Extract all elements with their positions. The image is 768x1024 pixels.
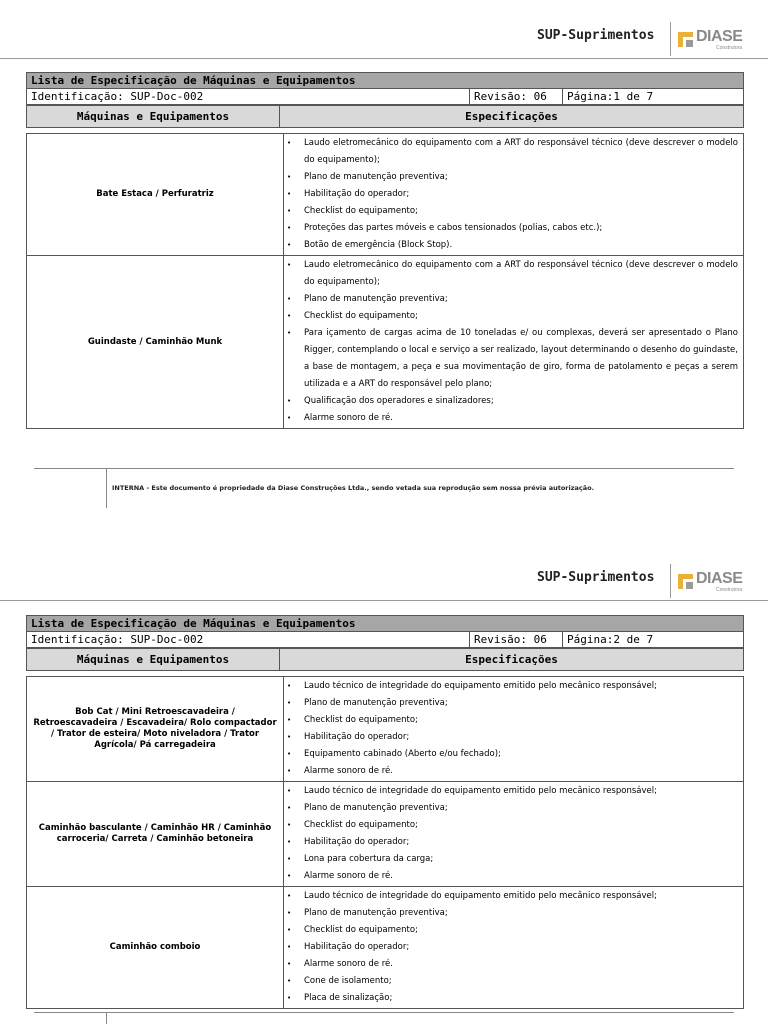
list-item: • Plano de manutenção preventiva; xyxy=(285,695,742,712)
list-item: • Plano de manutenção preventiva; xyxy=(285,905,742,922)
col-header-specs: Especificações xyxy=(280,106,744,128)
spec-cell xyxy=(284,677,744,782)
list-item: • Laudo técnico de integridade do equipamento emitido pelo mecânico responsável; xyxy=(285,678,742,695)
list-item: • Alarme sonoro de ré. xyxy=(285,868,742,885)
logo-name: DIASE xyxy=(696,28,743,45)
list-item: • Habilitação do operador; xyxy=(285,186,742,203)
spec-list xyxy=(285,678,742,780)
column-header-table xyxy=(26,648,744,671)
list-item: • Placa de sinalização; xyxy=(285,990,742,1007)
spec-table xyxy=(26,676,744,1009)
machine-name: Caminhão comboio xyxy=(27,887,284,1009)
col-header-machines: Máquinas e Equipamentos xyxy=(27,649,280,671)
doc-identification: Identificação: SUP-Doc-002 xyxy=(27,89,470,105)
list-item: • Laudo técnico de integridade do equipamento emitido pelo mecânico responsável; xyxy=(285,888,742,905)
list-item: • Alarme sonoro de ré. xyxy=(285,763,742,780)
list-item: • Laudo eletromecânico do equipamento com a ART do responsável técnico (deve descrever o modelo do equipamento); xyxy=(285,135,742,169)
list-item: • Habilitação do operador; xyxy=(285,939,742,956)
spec-list xyxy=(285,783,742,885)
list-item: • Checklist do equipamento; xyxy=(285,203,742,220)
list-item: • Plano de manutenção preventiva; xyxy=(285,291,742,308)
list-item: • Habilitação do operador; xyxy=(285,834,742,851)
list-item: • Habilitação do operador; xyxy=(285,729,742,746)
list-item: • Plano de manutenção preventiva; xyxy=(285,800,742,817)
diase-logo xyxy=(678,570,743,593)
table-row xyxy=(27,887,744,1009)
doc-revision: Revisão: 06 xyxy=(470,632,563,648)
logo-subtitle: Construtora xyxy=(716,587,743,593)
list-item: • Qualificação dos operadores e sinalizadores; xyxy=(285,393,742,410)
doc-page-number: Página:1 de 7 xyxy=(563,89,744,105)
machine-name: Bate Estaca / Perfuratriz xyxy=(27,134,284,256)
footer-divider xyxy=(106,1012,107,1024)
list-item: • Checklist do equipamento; xyxy=(285,817,742,834)
list-item: • Cone de isolamento; xyxy=(285,973,742,990)
doc-revision: Revisão: 06 xyxy=(470,89,563,105)
list-item: • Checklist do equipamento; xyxy=(285,712,742,729)
footer-notice: INTERNA - Este documento é propriedade da Diase Construções Ltda., sendo vetada sua reprodução sem nossa prévia autorização. xyxy=(112,484,595,492)
header-divider xyxy=(670,564,671,598)
logo-name: DIASE xyxy=(696,570,743,587)
list-title: Lista de Especificação de Máquinas e Equipamentos xyxy=(27,73,744,89)
list-item: • Para içamento de cargas acima de 10 toneladas e/ ou complexas, deverá ser apresentado o Plano Rigger, contemplando o local e serviço a ser realizado, layout determinando o desenho do guindaste, a base de montagem, a peça e sua movimentação de giro, forma de patolamento e peças a serem utilizada e a ART do responsável pelo plano; xyxy=(285,325,742,393)
list-item: • Alarme sonoro de ré. xyxy=(285,410,742,427)
logo-mark-icon xyxy=(678,574,693,589)
list-item: • Laudo técnico de integridade do equipamento emitido pelo mecânico responsável; xyxy=(285,783,742,800)
footer-rule xyxy=(34,1012,734,1013)
logo-subtitle: Construtora xyxy=(716,45,743,51)
table-row xyxy=(27,782,744,887)
spec-cell xyxy=(284,782,744,887)
doc-identification: Identificação: SUP-Doc-002 xyxy=(27,632,470,648)
machine-name: Caminhão basculante / Caminhão HR / Caminhão carroceria/ Carreta / Caminhão betoneira xyxy=(27,782,284,887)
list-item: • Alarme sonoro de ré. xyxy=(285,956,742,973)
list-item: • Plano de manutenção preventiva; xyxy=(285,169,742,186)
header-rule xyxy=(0,600,768,601)
col-header-specs: Especificações xyxy=(280,649,744,671)
list-item: • Proteções das partes móveis e cabos tensionados (polias, cabos etc.); xyxy=(285,220,742,237)
list-item: • Lona para cobertura da carga; xyxy=(285,851,742,868)
doc-info-table xyxy=(26,615,744,648)
header-dept-title: SUP-Suprimentos xyxy=(537,570,655,585)
spec-cell xyxy=(284,887,744,1009)
list-item: • Equipamento cabinado (Aberto e/ou fechado); xyxy=(285,746,742,763)
list-title: Lista de Especificação de Máquinas e Equipamentos xyxy=(27,616,744,632)
list-item: • Checklist do equipamento; xyxy=(285,922,742,939)
table-row xyxy=(27,677,744,782)
list-item: • Botão de emergência (Block Stop). xyxy=(285,237,742,254)
header-dept-title: SUP-Suprimentos xyxy=(537,28,655,43)
list-item: • Checklist do equipamento; xyxy=(285,308,742,325)
list-item: • Laudo eletromecânico do equipamento com a ART do responsável técnico (deve descrever o modelo do equipamento); xyxy=(285,257,742,291)
machine-name: Bob Cat / Mini Retroescavadeira / Retroescavadeira / Escavadeira/ Rolo compactador / Trator de esteira/ Moto niveladora / Trator Agrícola/ Pá carregadeira xyxy=(27,677,284,782)
machine-name: Guindaste / Caminhão Munk xyxy=(27,256,284,429)
col-header-machines: Máquinas e Equipamentos xyxy=(27,106,280,128)
doc-page-number: Página:2 de 7 xyxy=(563,632,744,648)
spec-list xyxy=(285,888,742,1007)
